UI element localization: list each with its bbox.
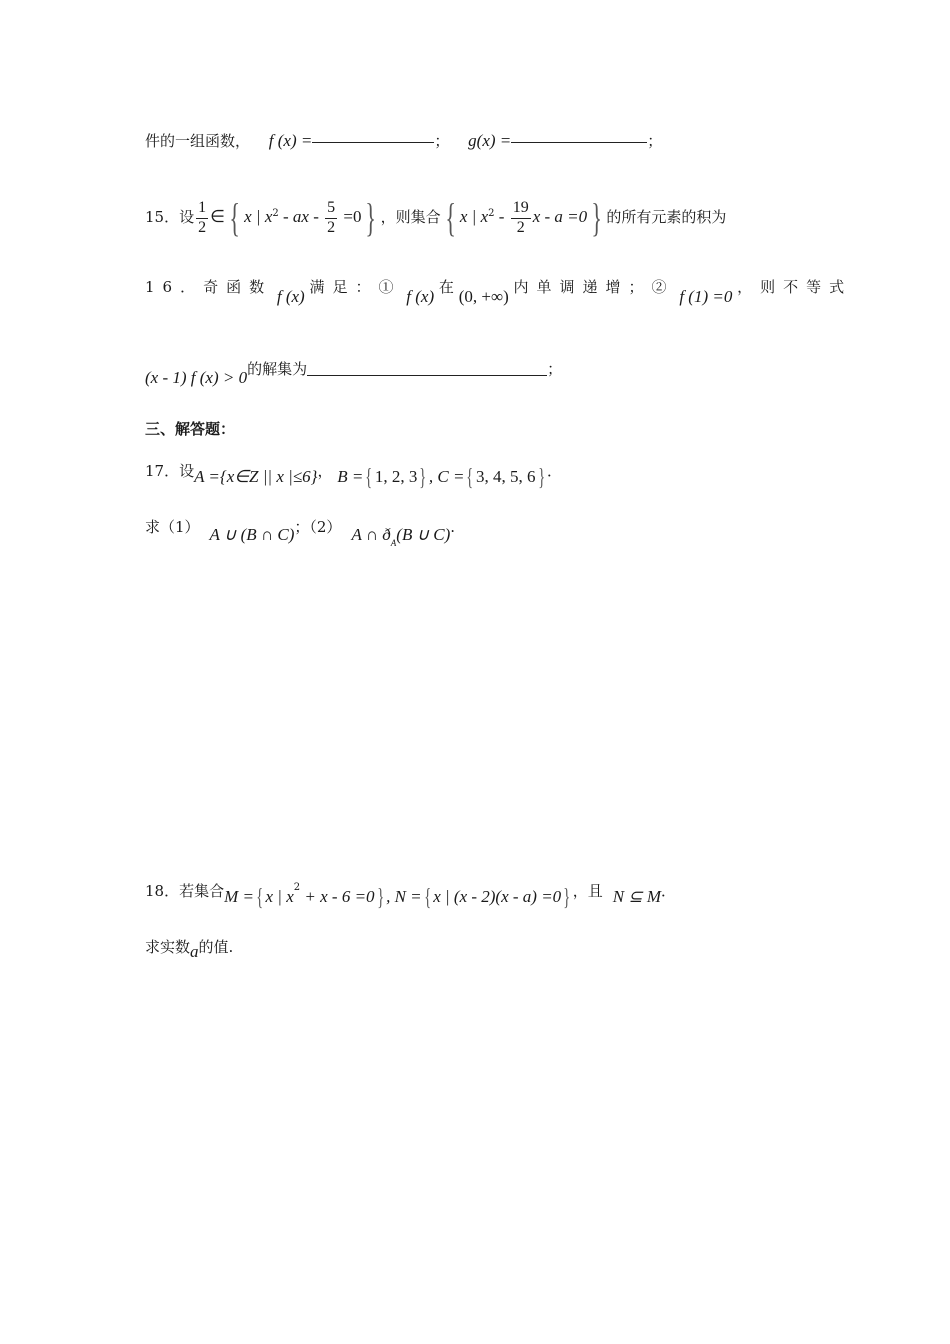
q15-mid: ，则集合 xyxy=(380,208,441,226)
f-expression: f (x) xyxy=(276,287,305,306)
sep: ， xyxy=(317,462,333,480)
interval: (0, +∞) xyxy=(458,287,509,306)
f-expression: f (x) = xyxy=(268,131,313,150)
period: ． xyxy=(547,462,563,480)
expression-2b: (B ∪ C) xyxy=(396,525,451,544)
expression-2: A ∩ ð xyxy=(351,525,391,544)
f-expression: f (x) xyxy=(406,287,435,306)
g-expression: g(x) = xyxy=(468,131,512,150)
q17-number: 17．设 xyxy=(145,462,195,480)
q15-tail: 的所有元素的积为 xyxy=(606,208,727,226)
set-M-label: M = xyxy=(224,887,254,906)
q16-number: 16．奇函数 xyxy=(145,278,273,296)
set-A: A ={x∈Z || x |≤6} xyxy=(194,467,318,486)
q16-text: 满足：① xyxy=(309,278,402,296)
set2b: - xyxy=(494,207,509,226)
set2c: x - a =0 xyxy=(532,207,588,226)
set-N: x | (x - 2)(x - a) =0 xyxy=(433,887,562,906)
eq0: =0 xyxy=(339,207,362,226)
sep: ； xyxy=(434,132,450,150)
q14-text: 件的一组函数， xyxy=(145,132,251,150)
set-C: 3, 4, 5, 6 xyxy=(476,467,536,486)
expression-1: A ∪ (B ∩ C) xyxy=(209,525,295,544)
q18-text: ，且 xyxy=(572,882,603,900)
inequality: (x - 1) f (x) > 0 xyxy=(145,368,248,387)
variable-a: a xyxy=(190,942,199,961)
blank-solution xyxy=(307,374,547,376)
subset-relation: N ⊆ M xyxy=(612,887,661,906)
in-symbol: ∈ xyxy=(210,207,225,226)
set-C-label: , C = xyxy=(428,467,465,486)
q18b-text: 求实数 xyxy=(145,938,191,956)
set1b: - ax - xyxy=(278,207,324,226)
complement-subscript: A xyxy=(390,538,397,548)
fraction: $\frac{1}{2}$ xyxy=(198,199,207,236)
set1: x | x xyxy=(244,207,273,226)
section-heading: 三、解答题： xyxy=(145,420,236,438)
set2: x | x xyxy=(459,207,489,226)
q17-ask: 求（1） xyxy=(145,518,200,536)
period: . xyxy=(450,518,456,536)
q18-line: 18．若集合M ={ x | $x^2 + x - 6 =0$} , N ={ x | (x - 2)(x - a) =0} ，且 N ⊆ M． xyxy=(145,882,676,911)
q18b-text: 的值. xyxy=(198,938,234,956)
q16b-line xyxy=(145,360,830,387)
sep: ；（2） xyxy=(294,518,342,536)
set-M: x | x xyxy=(265,887,294,906)
set-N-label: , N = xyxy=(386,887,422,906)
q14-line xyxy=(145,132,830,149)
q16b-text: 的解集为 xyxy=(247,360,308,378)
q16-line xyxy=(145,278,853,306)
q16-text: 内单调递增；② xyxy=(513,278,675,296)
q15-number: 15．设 xyxy=(145,208,195,226)
q17-line: 17．设A ={x∈Z || x |≤6}， B ={ 1, 2, 3} , C ={ 3, 4, 5, 6} ． xyxy=(145,462,563,491)
set-B: 1, 2, 3 xyxy=(374,467,418,486)
q17b-line xyxy=(145,518,830,548)
q16-text: ，则不等式 xyxy=(737,278,853,296)
set-B-label: B = xyxy=(337,467,364,486)
q16-text: 在 xyxy=(438,278,454,296)
sep: ； xyxy=(647,132,663,150)
q18b-line xyxy=(145,938,830,961)
condition: f (1) =0 xyxy=(679,287,733,306)
set-M-rest: + x - 6 =0 xyxy=(300,887,375,906)
period: ． xyxy=(660,882,676,900)
q18-number: 18．若集合 xyxy=(145,882,225,900)
sep: ； xyxy=(547,360,563,378)
q15-line: 15．设 $\frac{1}{2}$ ∈ { x | $x^2$ - ax - $\frac{5}{2}$ =0 } ，则集合 { x | $x^2$ - $\frac{19}{2}$ x - a =0 } 的所有元素的积为 xyxy=(145,195,727,240)
blank-g xyxy=(511,141,647,143)
fraction: $\frac{5}{2}$ xyxy=(327,199,336,236)
fraction: $\frac{19}{2}$ xyxy=(512,199,529,236)
blank-f xyxy=(312,141,434,143)
